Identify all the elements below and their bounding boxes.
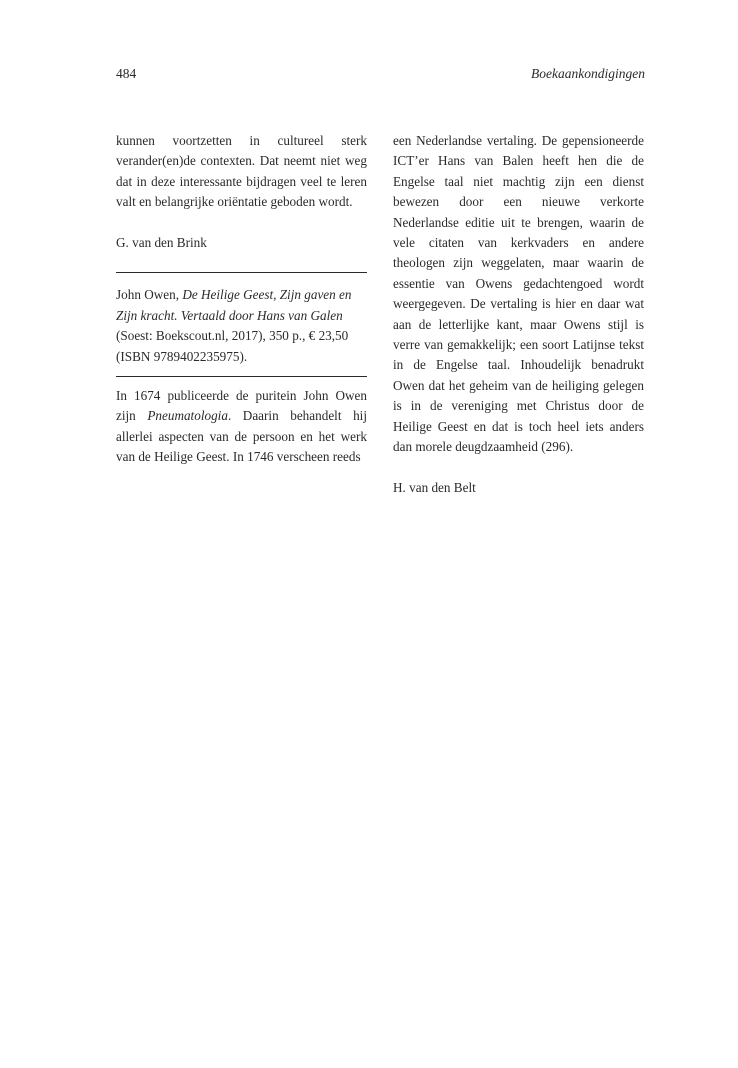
bibliography-bottom-rule bbox=[116, 376, 367, 377]
bibliography-entry bbox=[116, 285, 367, 367]
book-title: De Heilige Geest, Zijn gaven en Zijn kracht. Vertaald door Hans van Galen bbox=[116, 287, 352, 323]
review-text-italic-title: Pneumatologia bbox=[147, 408, 228, 424]
review-text-part-2: . Daarin behandelt hij allerlei aspecten van de persoon en het werk van de Heilige Geest. In 1746 verscheen reeds bbox=[116, 408, 367, 465]
bibliography-top-rule bbox=[116, 272, 367, 273]
page-number: 484 bbox=[116, 66, 137, 81]
review-paragraph-continued: een Nederlandse vertaling. De gepensioneerde ICT’er Hans van Balen heeft hen die de Engelse taal niet machtig zijn een dienst bewezen door een nieuwe verkorte Nederlandse editie uit te brengen, waarin de vele citaten van kerkvaders en andere theologen zijn weggelaten, maar waarin de essentie van Owens gedachtengoed wordt weergegeven. De vertaling is hier en daar wat aan de letterlijke kant, maar Owens stijl is verre van gemakkelijk; een soort Latijnse tekst in de Engelse taal. Inhoudelijk benadrukt Owen dat het geheim van de heiliging gelegen is in de vereniging met Christus door de Heilige Geest en dat is toch heel iets anders dan morele deugdzaamheid (296). bbox=[393, 133, 644, 455]
review-paragraph-start bbox=[116, 386, 367, 468]
right-column bbox=[393, 131, 644, 498]
book-author: John Owen, bbox=[116, 287, 183, 303]
running-head: Boekaankondigingen bbox=[531, 66, 645, 81]
left-column bbox=[116, 131, 367, 468]
reviewer-signature-brink: G. van den Brink bbox=[116, 235, 207, 251]
book-details: (Soest: Boekscout.nl, 2017), 350 p., € 23,50 (ISBN 9789402235975). bbox=[116, 328, 349, 364]
review-text-part-1: In 1674 publiceerde de puritein John Owen zijn bbox=[116, 388, 367, 424]
reviewer-signature-belt: H. van den Belt bbox=[393, 479, 476, 495]
previous-review-ending: kunnen voortzetten in cultureel sterk verander(en)de contexten. Dat neemt niet weg dat in deze interessante bijdragen veel te leren valt en belangrijke oriëntatie geboden wordt. bbox=[116, 133, 367, 210]
